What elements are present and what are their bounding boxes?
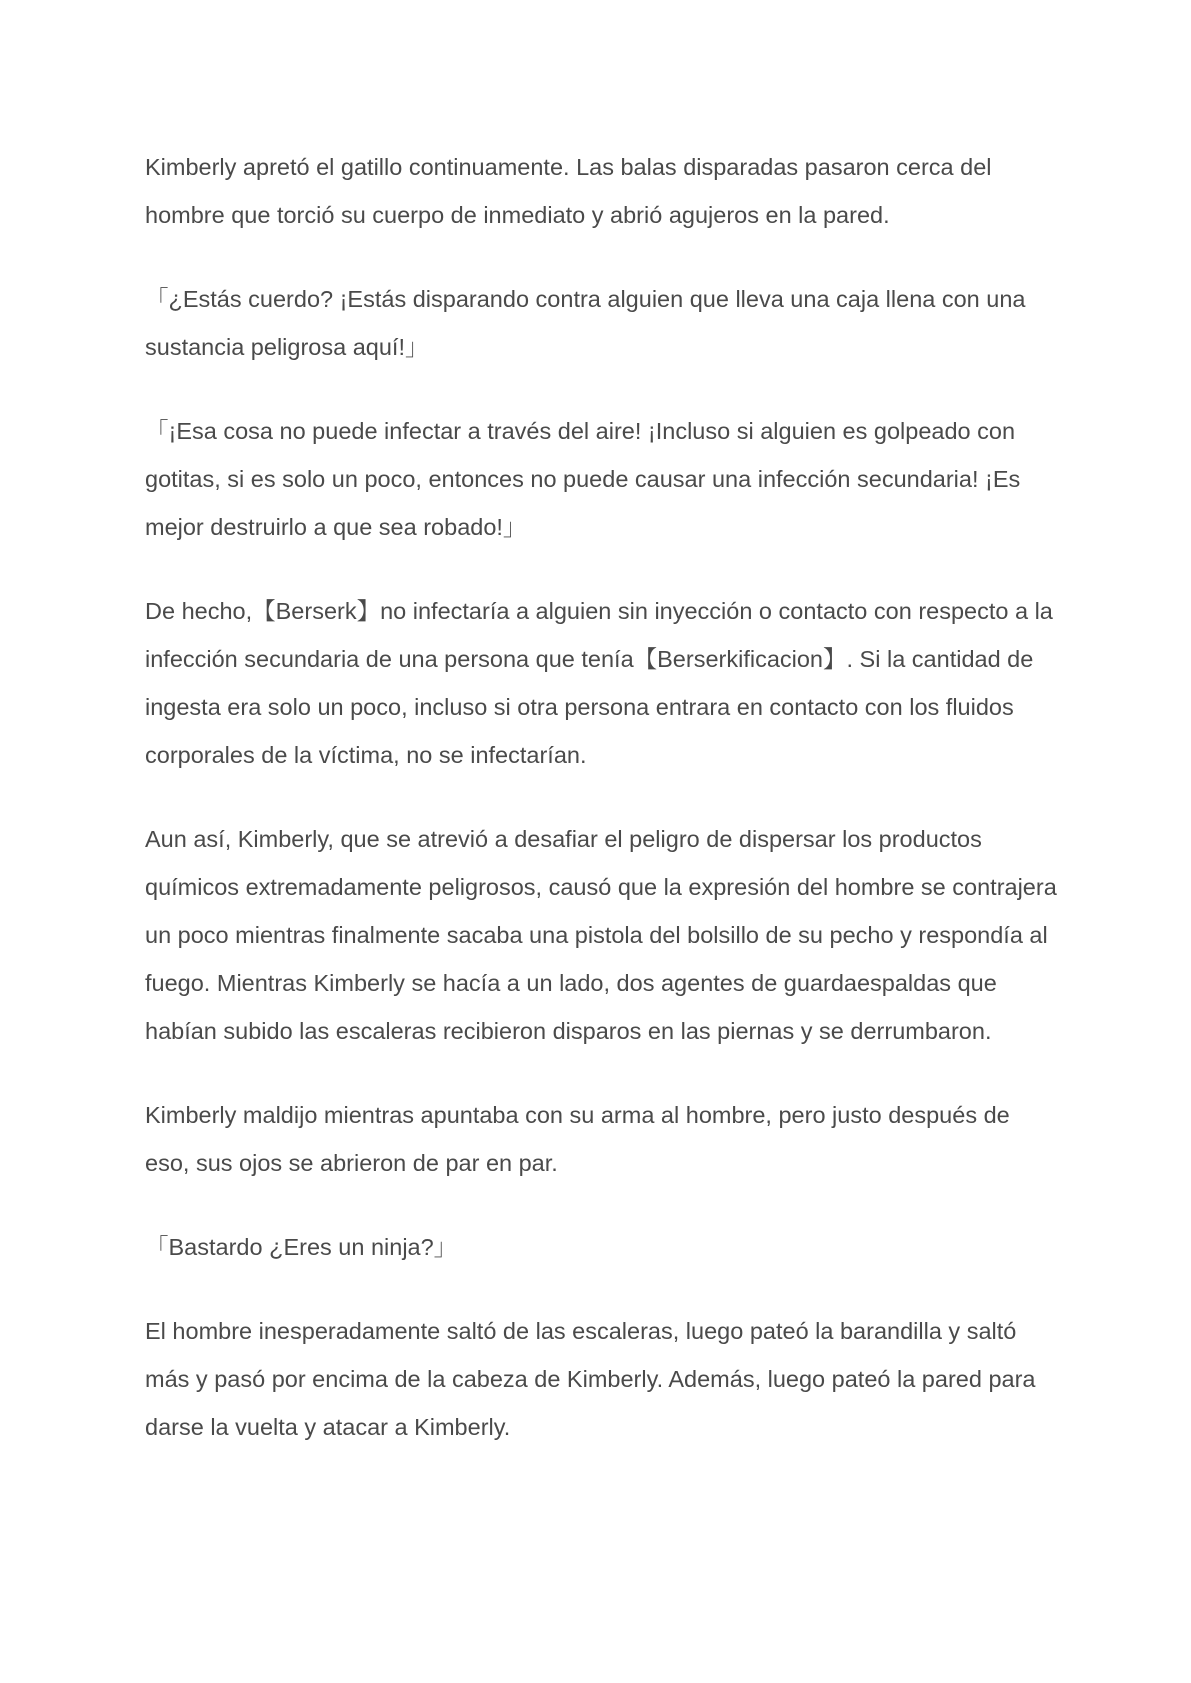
paragraph: 「¡Esa cosa no puede infectar a través del aire! ¡Incluso si alguien es golpeado con gotitas, si es solo un poco, entonces no puede causar una infección secundaria! ¡Es mejor destruirlo a que sea robado!」 xyxy=(145,418,1021,540)
paragraph: De hecho,【Berserk】no infectaría a alguien sin inyección o contacto con respecto a la infección secundaria de una persona que tenía【Berserkificacion】. Si la cantidad de ingesta era solo un poco, incluso si otra persona entrara en contacto con los fluidos corporales de la víctima, no se infectarían. xyxy=(145,598,1053,768)
paragraph: Aun así, Kimberly, que se atrevió a desafiar el peligro de dispersar los productos químicos extremadamente peligrosos, causó que la expresión del hombre se contrajera un poco mientras finalmente sacaba una pistola del bolsillo de su pecho y respondía al fuego. Mientras Kimberly se hacía a un lado, dos agentes de guardaespaldas que habían subido las escaleras recibieron disparos en las piernas y se derrumbaron. xyxy=(145,826,1057,1044)
paragraph: El hombre inesperadamente saltó de las escaleras, luego pateó la barandilla y saltó más y pasó por encima de la cabeza de Kimberly. Además, luego pateó la pared para darse la vuelta y atacar a Kimberly. xyxy=(145,1318,1036,1440)
paragraph: 「¿Estás cuerdo? ¡Estás disparando contra alguien que lleva una caja llena con una sustancia peligrosa aquí!」 xyxy=(145,286,1026,360)
paragraph: 「Bastardo ¿Eres un ninja?」 xyxy=(145,1234,458,1260)
paragraph: Kimberly maldijo mientras apuntaba con su arma al hombre, pero justo después de eso, sus ojos se abrieron de par en par. xyxy=(145,1102,1010,1176)
document-body xyxy=(145,143,1060,1487)
paragraph: Kimberly apretó el gatillo continuamente. Las balas disparadas pasaron cerca del hombre que torció su cuerpo de inmediato y abrió agujeros en la pared. xyxy=(145,154,992,228)
